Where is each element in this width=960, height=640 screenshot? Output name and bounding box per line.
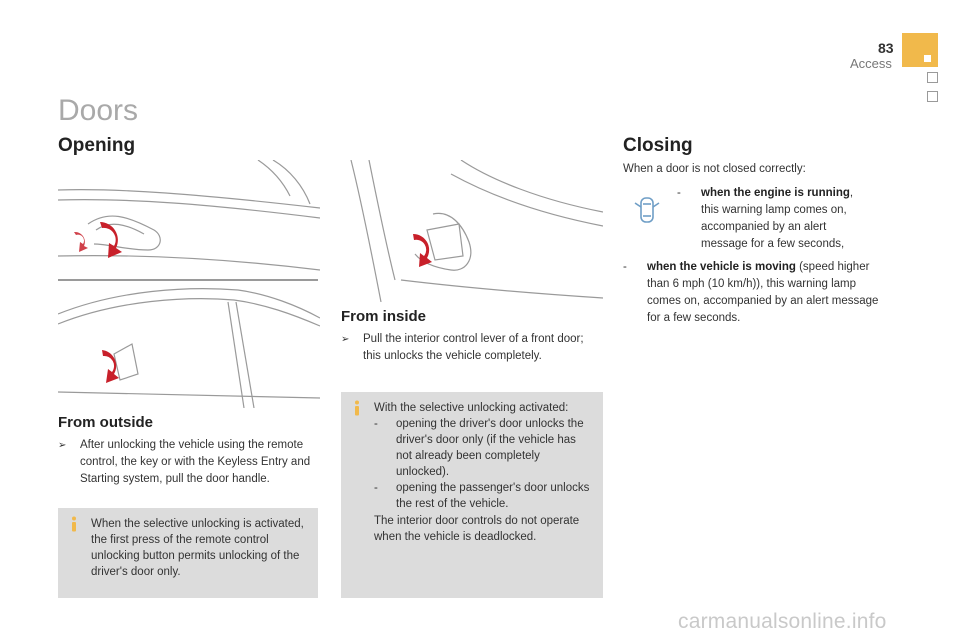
page-number: 83 xyxy=(878,40,894,56)
pull-arrow-icon xyxy=(100,222,122,258)
section-tab-2[interactable] xyxy=(927,72,938,83)
info-outside-text: When the selective unlocking is activated, the first press of the remote control unlocking button permits unlocking of the driver's door only. xyxy=(91,518,304,578)
from-inside-heading: From inside xyxy=(341,308,427,325)
info-box-outside xyxy=(58,508,318,598)
outside-handle-illustration xyxy=(58,160,320,278)
info-inside-item-1: - opening the driver's door unlocks the driver's door only (if the vehicle has not already been completely unlocked). xyxy=(374,418,584,478)
page-title: Doors xyxy=(58,94,139,127)
opening-heading: Opening xyxy=(58,135,136,156)
info-inside-outro: The interior door controls do not operate when the vehicle is deadlocked. xyxy=(374,515,580,543)
from-outside-instruction xyxy=(58,437,318,488)
section-label: Access xyxy=(850,56,892,71)
closing-heading: Closing xyxy=(623,135,693,156)
info-icon xyxy=(68,516,80,532)
info-box-inside xyxy=(341,392,603,598)
bullet-marker: ➢ xyxy=(58,440,67,451)
section-tab-active[interactable] xyxy=(902,33,938,67)
closing-intro: When a door is not closed correctly: xyxy=(623,163,806,175)
info-inside-item-2: - opening the passenger's door unlocks the rest of the vehicle. xyxy=(374,482,590,510)
engine-running-condition: when the engine is running xyxy=(701,187,850,199)
bullet-marker: ➢ xyxy=(341,334,350,345)
interior-lever-illustration xyxy=(341,160,603,302)
info-inside-intro: With the selective unlocking activated: xyxy=(374,402,569,414)
from-outside-text: After unlocking the vehicle using the remote control, the key or with the Keyless Entry and Starting system, pull the door handle. xyxy=(80,439,311,485)
section-tab-3[interactable] xyxy=(927,91,938,102)
closing-item-vehicle-moving: - when the vehicle is moving (speed higher than 6 mph (10 km/h)), this warning lamp comes on, accompanied by an alert message for a few seconds. xyxy=(623,261,879,324)
info-icon xyxy=(351,400,363,416)
from-inside-instruction xyxy=(341,331,603,365)
car-side-illustration xyxy=(58,284,320,408)
watermark: carmanualsonline.info xyxy=(678,610,887,633)
from-inside-text: Pull the interior control lever of a front door; this unlocks the vehicle completely. xyxy=(363,333,584,362)
from-outside-heading: From outside xyxy=(58,414,154,431)
closing-item-engine-running: - when the engine is running, this warning lamp comes on, accompanied by an alert message for a few seconds, xyxy=(677,187,854,250)
vehicle-moving-condition: when the vehicle is moving xyxy=(647,261,796,273)
divider xyxy=(58,279,318,281)
door-open-warning-lamp-icon xyxy=(633,196,661,226)
